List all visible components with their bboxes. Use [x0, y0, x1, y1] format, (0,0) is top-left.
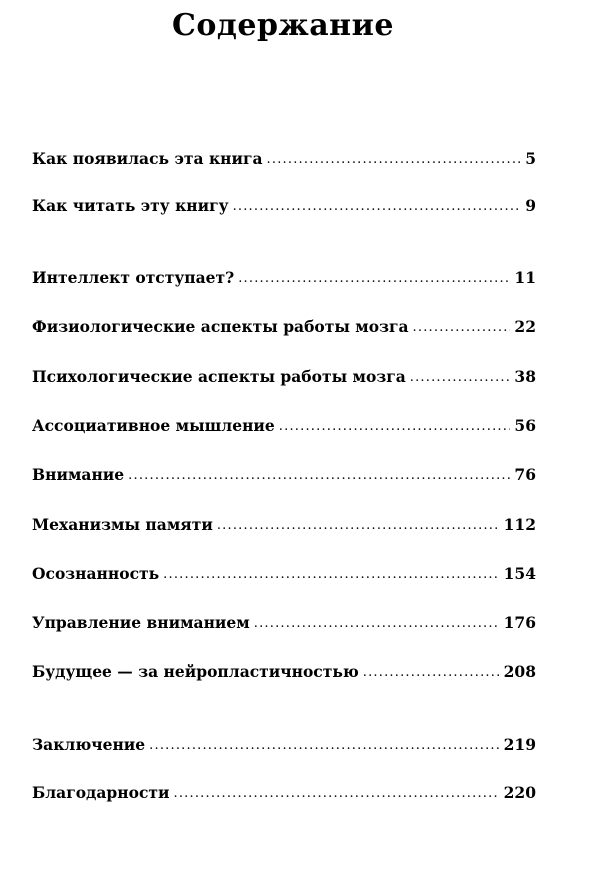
toc-page-number: 22	[514, 317, 536, 336]
toc-leader-dots	[238, 269, 510, 283]
toc-entry-title: Заключение	[32, 735, 146, 754]
toc-leader-dots	[413, 318, 511, 332]
toc-page-number: 56	[514, 416, 536, 435]
toc-entry-title: Благодарности	[32, 783, 170, 802]
toc-entry-title: Механизмы памяти	[32, 515, 213, 534]
toc-leader-dots	[233, 197, 522, 211]
toc-entry[interactable]	[32, 613, 536, 637]
toc-leader-dots	[217, 516, 500, 530]
toc-entry-title: Как читать эту книгу	[32, 196, 229, 215]
toc-entry[interactable]	[32, 783, 536, 807]
toc-entry-title: Осознанность	[32, 564, 160, 583]
toc-page-number: 208	[503, 662, 536, 681]
toc-page-number: 5	[525, 149, 536, 168]
toc-page-number: 112	[503, 515, 536, 534]
toc-leader-dots	[267, 150, 522, 164]
toc-entry-title: Психологические аспекты работы мозга	[32, 367, 406, 386]
toc-entry-title: Внимание	[32, 465, 125, 484]
toc-leader-dots	[254, 614, 500, 628]
toc-page-number: 176	[503, 613, 536, 632]
toc-entry[interactable]	[32, 735, 536, 759]
toc-entry-title: Как появилась эта книга	[32, 149, 263, 168]
toc-page-number: 11	[514, 268, 536, 287]
toc-leader-dots	[279, 417, 511, 431]
toc-entry-title: Ассоциативное мышление	[32, 416, 275, 435]
toc-leader-dots	[163, 565, 499, 579]
toc-entry[interactable]	[32, 662, 536, 686]
toc-leader-dots	[128, 466, 510, 480]
toc-entry[interactable]	[32, 515, 536, 539]
toc-entry[interactable]	[32, 149, 536, 173]
toc-page-number: 220	[503, 783, 536, 802]
toc-page-number: 154	[503, 564, 536, 583]
toc-entry[interactable]	[32, 564, 536, 588]
toc-page-number: 9	[525, 196, 536, 215]
toc-page-number: 76	[514, 465, 536, 484]
toc-entry[interactable]	[32, 465, 536, 489]
toc-entry-title: Физиологические аспекты работы мозга	[32, 317, 409, 336]
toc-entry[interactable]	[32, 268, 536, 292]
toc-leader-dots	[410, 368, 511, 382]
toc-entry[interactable]	[32, 317, 536, 341]
toc-leader-dots	[174, 784, 500, 798]
toc-entry-title: Интеллект отступает?	[32, 268, 235, 287]
toc-entry-title: Управление вниманием	[32, 613, 250, 632]
toc-entry-title: Будущее — за нейропластичностью	[32, 662, 359, 681]
toc-page-number: 219	[503, 735, 536, 754]
toc-entry[interactable]	[32, 196, 536, 220]
toc-leader-dots	[363, 663, 500, 677]
toc-leader-dots	[149, 736, 499, 750]
toc-entry[interactable]	[32, 367, 536, 391]
page-title: Содержание	[172, 8, 394, 43]
toc-page-number: 38	[514, 367, 536, 386]
toc-entry[interactable]	[32, 416, 536, 440]
